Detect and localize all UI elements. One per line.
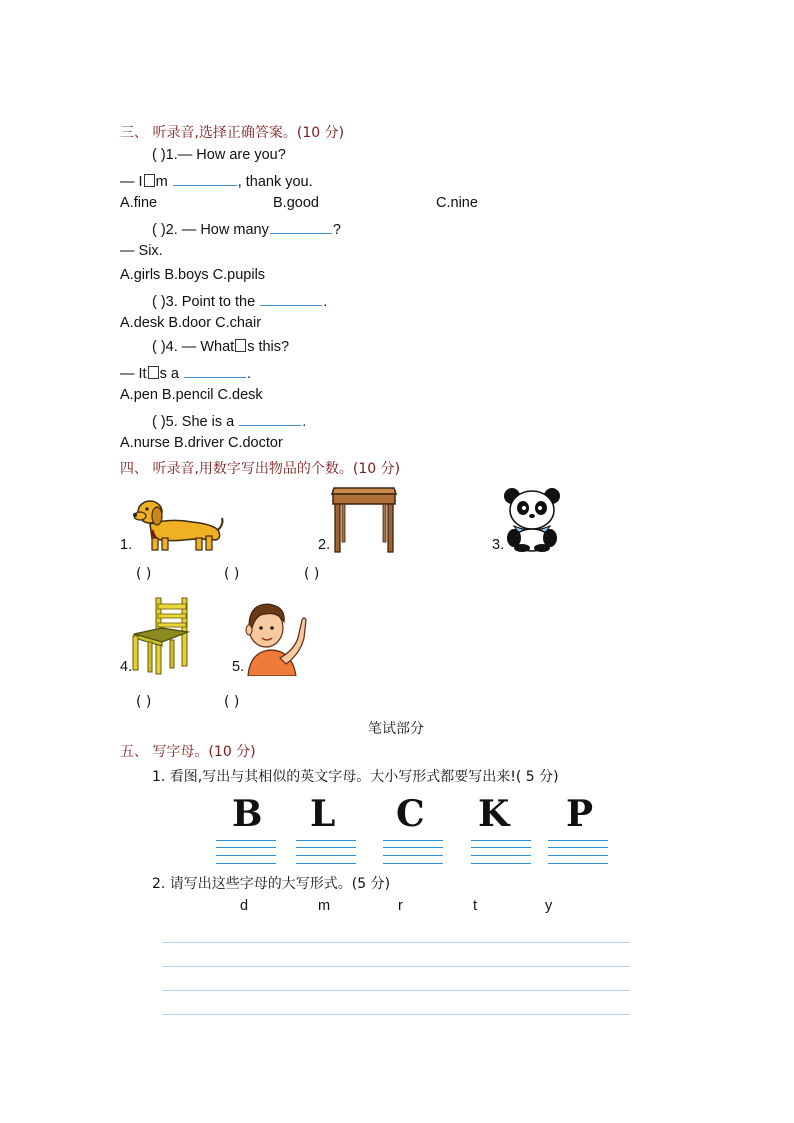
missing-glyph-box xyxy=(144,174,155,187)
q1-option-a: A.fine xyxy=(120,195,158,211)
picture-letter-l: L xyxy=(310,793,336,835)
question-3: ( )3. Point to the . xyxy=(152,291,327,310)
dog-icon xyxy=(130,494,226,556)
question-1-text: ( )1.— How are you? xyxy=(152,147,286,163)
question-2: ( )2. — How many ? xyxy=(152,219,341,238)
answer-blank-5[interactable] xyxy=(239,411,301,426)
letter-d: d xyxy=(240,898,249,914)
letter-r: r xyxy=(398,898,403,914)
question-5: ( )5. She is a . xyxy=(152,411,306,430)
chair-icon xyxy=(128,596,192,676)
answer-paren-5[interactable]: ( ) xyxy=(224,694,240,710)
letter-y: y xyxy=(545,898,553,914)
q3-options: A.desk B.door C.chair xyxy=(120,315,262,331)
item-label-3: 3. xyxy=(492,537,505,553)
missing-glyph-box xyxy=(148,366,159,379)
section-5-sub1: 1. 看图,写出与其相似的英文字母。大小写形式都要写出来!( 5 分) xyxy=(152,769,559,785)
picture-letter-p: P xyxy=(566,793,594,835)
question-4: ( )4. — What s this? xyxy=(152,339,290,355)
item-label-2: 2. xyxy=(318,537,331,553)
missing-glyph-box xyxy=(235,339,246,352)
item-label-1: 1. xyxy=(120,537,133,553)
answer-blank-2[interactable] xyxy=(270,219,332,234)
item-label-5: 5. xyxy=(232,659,245,675)
answer-blank-4[interactable] xyxy=(184,363,246,378)
answer-blank-1[interactable] xyxy=(173,171,237,186)
picture-letter-k: K xyxy=(478,793,510,835)
section-4-heading: 四、 听录音,用数字写出物品的个数。(10 分) xyxy=(120,461,401,477)
answer-blank-3[interactable] xyxy=(260,291,322,306)
letter-m: m xyxy=(318,898,331,914)
letter-t: t xyxy=(473,898,478,914)
q4-options: A.pen B.pencil C.desk xyxy=(120,387,263,403)
section-3-heading: 三、 听录音,选择正确答案。(10 分) xyxy=(120,125,345,141)
answer-paren-4[interactable]: ( ) xyxy=(136,694,152,710)
q1-option-b: B.good xyxy=(273,195,319,211)
desk-icon xyxy=(330,482,398,554)
boy-icon xyxy=(240,598,308,676)
q2-options: A.girls B.boys C.pupils xyxy=(120,267,266,283)
question-1-reply: — I m , thank you. xyxy=(120,171,313,190)
q5-options: A.nurse B.driver C.doctor xyxy=(120,435,283,451)
picture-letter-b: B xyxy=(232,793,263,835)
question-2-reply: — Six. xyxy=(120,243,163,259)
answer-paren-3[interactable]: ( ) xyxy=(304,566,320,582)
question-4-reply: — It s a . xyxy=(120,363,251,382)
item-label-4: 4. xyxy=(120,659,133,675)
question-1 xyxy=(152,147,286,163)
section-5-sub2: 2. 请写出这些字母的大写形式。(5 分) xyxy=(152,876,391,892)
q1-option-c: C.nine xyxy=(436,195,478,211)
section-5-heading: 五、 写字母。(10 分) xyxy=(120,744,256,760)
answer-paren-2[interactable]: ( ) xyxy=(224,566,240,582)
picture-letter-c: C xyxy=(396,793,425,835)
written-part-title: 笔试部分 xyxy=(368,721,424,737)
answer-paren-1[interactable]: ( ) xyxy=(136,566,152,582)
panda-icon xyxy=(502,486,562,552)
